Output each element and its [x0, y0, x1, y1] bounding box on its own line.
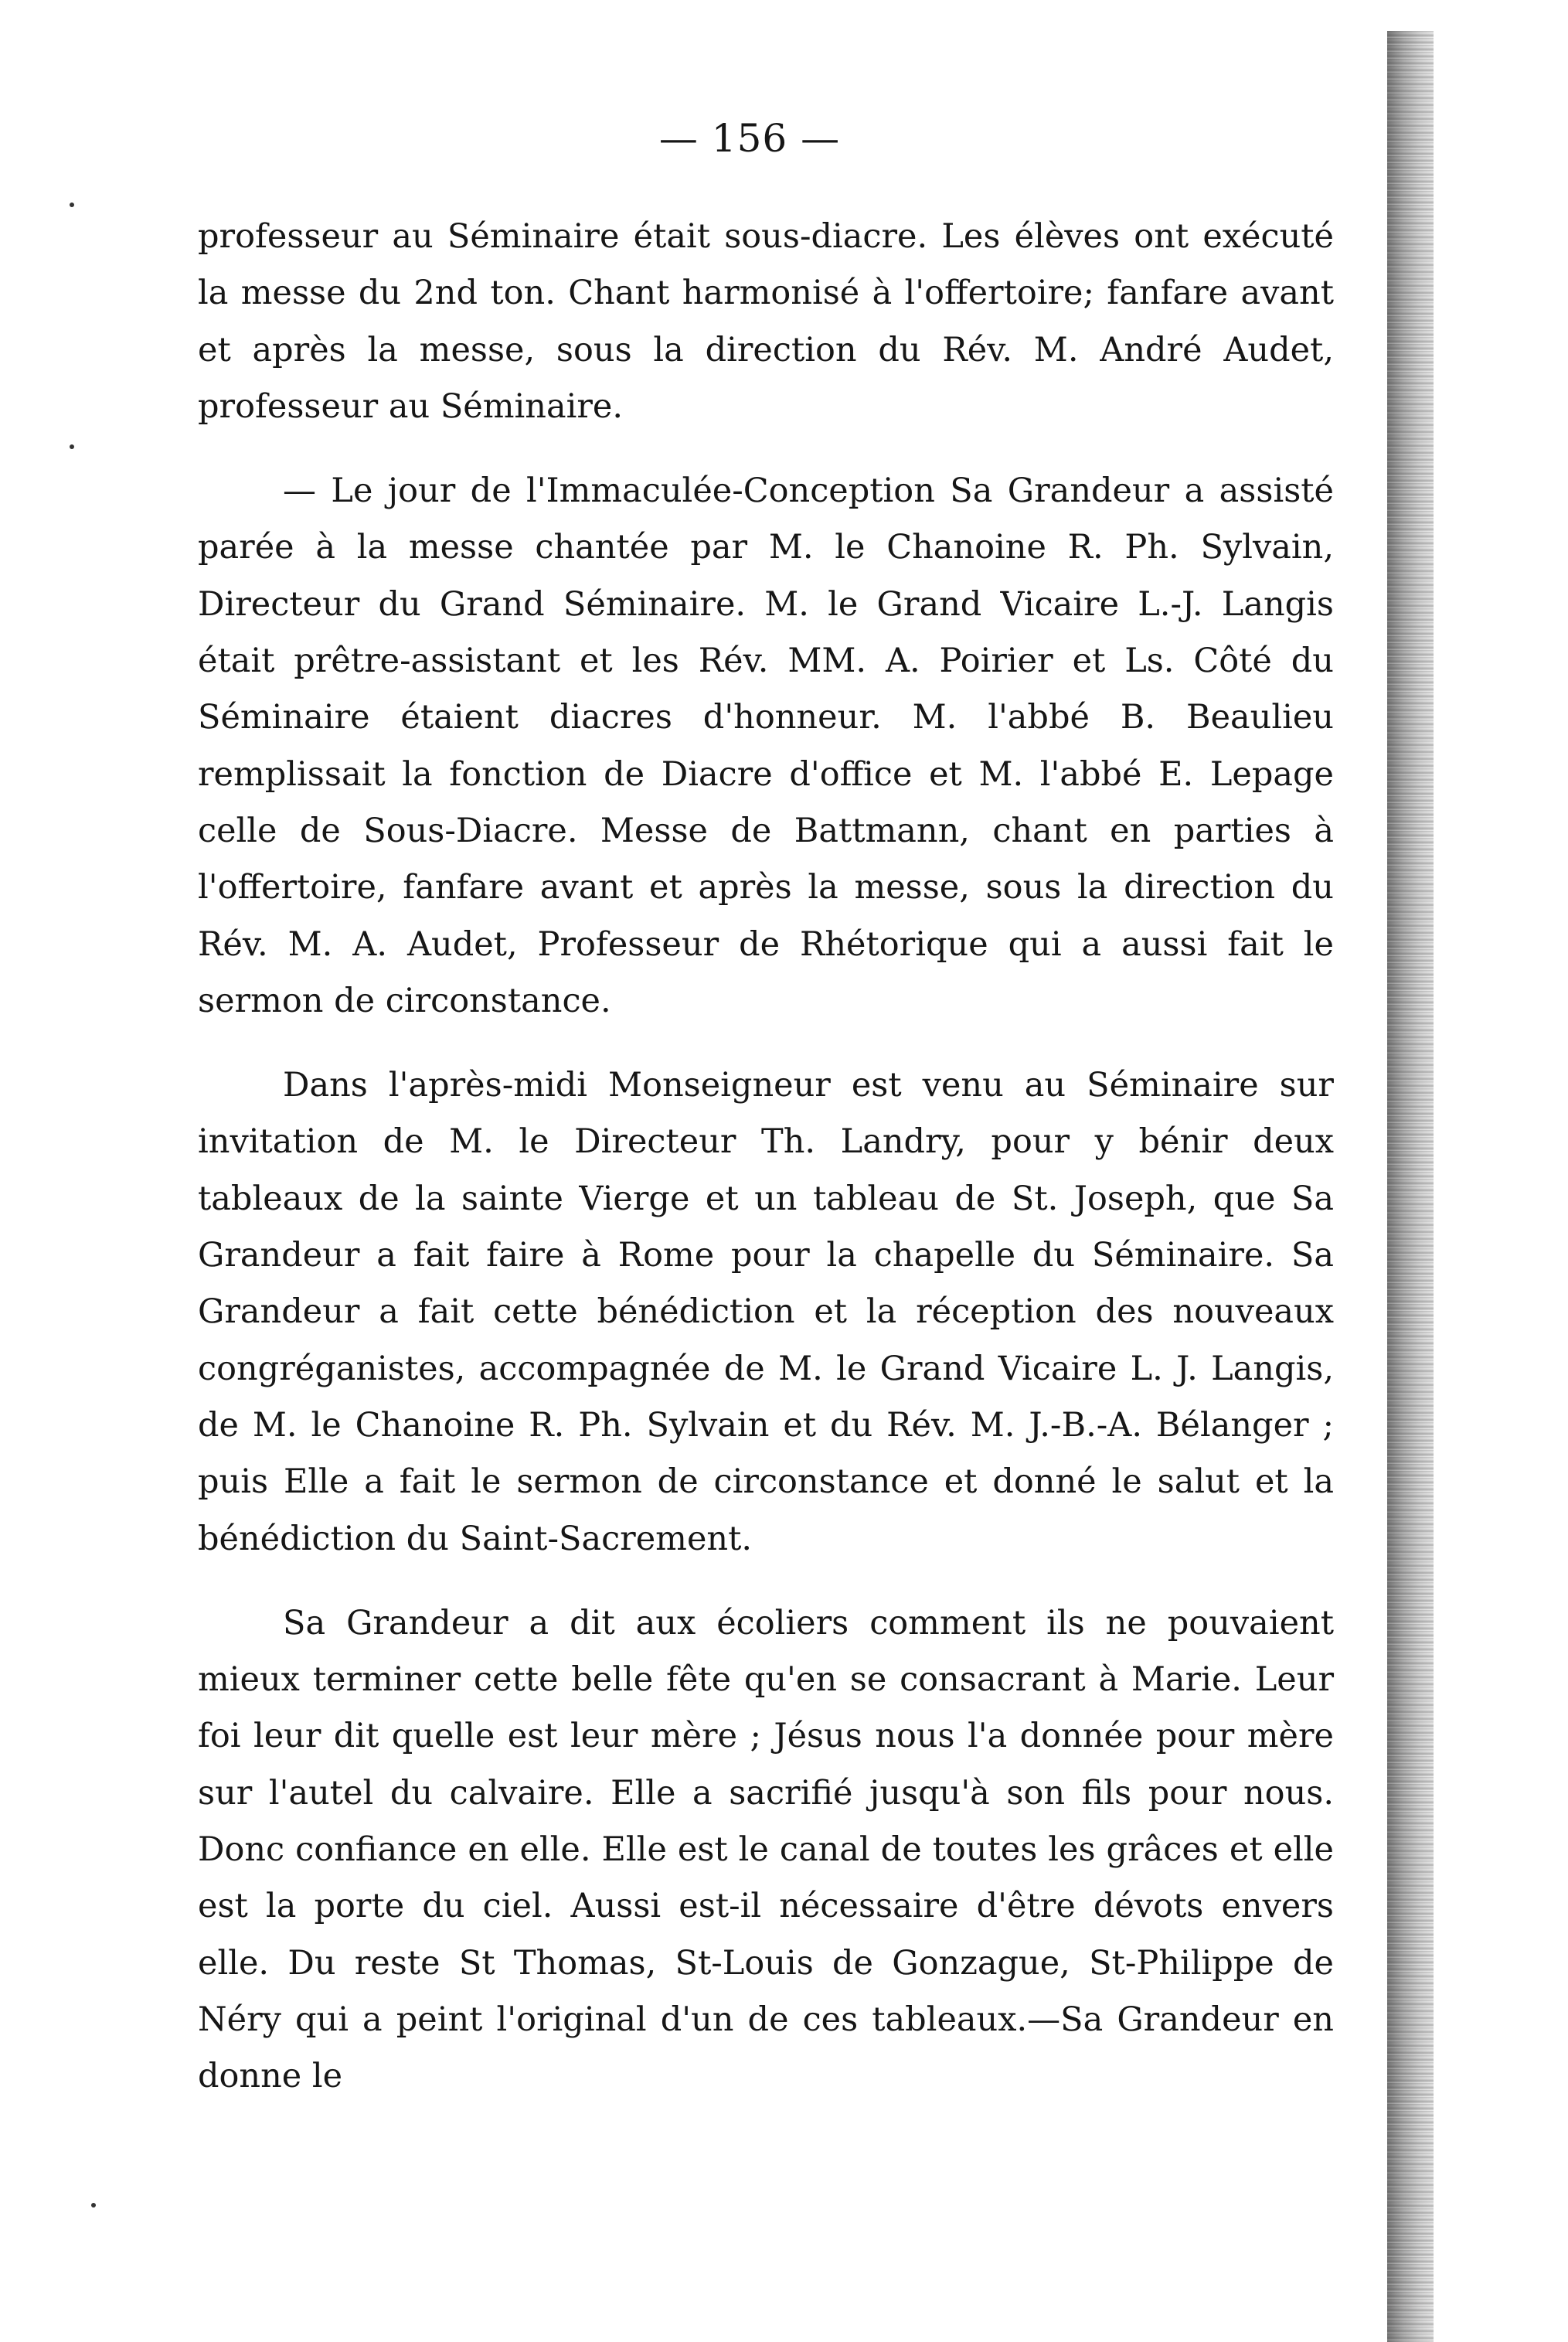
- scan-speck: [70, 203, 74, 207]
- paragraph-sermon-to-students: Sa Grandeur a dit aux écoliers comment ils ne pouvaient mieux terminer cette belle fête qu'en se consacrant à Marie. Leur foi leur dit quelle est leur mère ; Jésus nous l'a donnée pour mère sur l'autel du calvaire. Elle a sacrifié jusqu'à son fils pour nous. Donc confiance en elle. Elle est le canal de toutes les grâces et elle est la porte du ciel. Aussi est-il nécessaire d'être dévots envers elle. Du reste St Thomas, St-Louis de Gonzague, St-Philippe de Néry qui a peint l'original d'un de ces tableaux.—Sa Grandeur en donne le: [198, 1603, 1334, 2096]
- paragraph-immaculate-conception: — Le jour de l'Immaculée-Conception Sa Grandeur a assisté parée à la messe chantée par M. le Chanoine R. Ph. Sylvain, Directeur du Grand Séminaire. M. le Grand Vicaire L.-J. Langis était prêtre-assistant et les Rév. MM. A. Poirier et Ls. Côté du Séminaire étaient diacres d'honneur. M. l'abbé B. Beaulieu remplissait la fonction de Diacre d'office et M. l'abbé E. Lepage celle de Sous-Diacre. Messe de Battmann, chant en parties à l'offertoire, fanfare avant et après la messe, sous la direction du Rév. M. A. Audet, Professeur de Rhétorique qui a aussi fait le sermon de circonstance.: [198, 471, 1334, 1020]
- main-text-column: [198, 209, 1334, 2105]
- page-number: — 156 —: [658, 116, 841, 161]
- page-fold-shadow: [1387, 31, 1434, 2342]
- scan-speck: [70, 444, 74, 449]
- paragraph-continuation: professeur au Séminaire était sous-diacre. Les élèves ont exécuté la messe du 2nd ton. Chant harmonisé à l'offertoire; fanfare avant et après la messe, sous la direction du Rév. M. André Audet, professeur au Séminaire.: [198, 217, 1334, 426]
- scan-speck: [91, 2203, 96, 2208]
- paragraph-afternoon-blessing: Dans l'après-midi Monseigneur est venu au Séminaire sur invitation de M. le Directeur Th. Landry, pour y bénir deux tableaux de la sainte Vierge et un tableau de St. Joseph, que Sa Grandeur a fait faire à Rome pour la chapelle du Séminaire. Sa Grandeur a fait cette bénédiction et la réception des nouveaux congréganistes, accompagnée de M. le Grand Vicaire L. J. Langis, de M. le Chanoine R. Ph. Sylvain et du Rév. M. J.-B.-A. Bélanger ; puis Elle a fait le sermon de circonstance et donné le salut et la bénédiction du Saint-Sacrement.: [198, 1066, 1334, 1558]
